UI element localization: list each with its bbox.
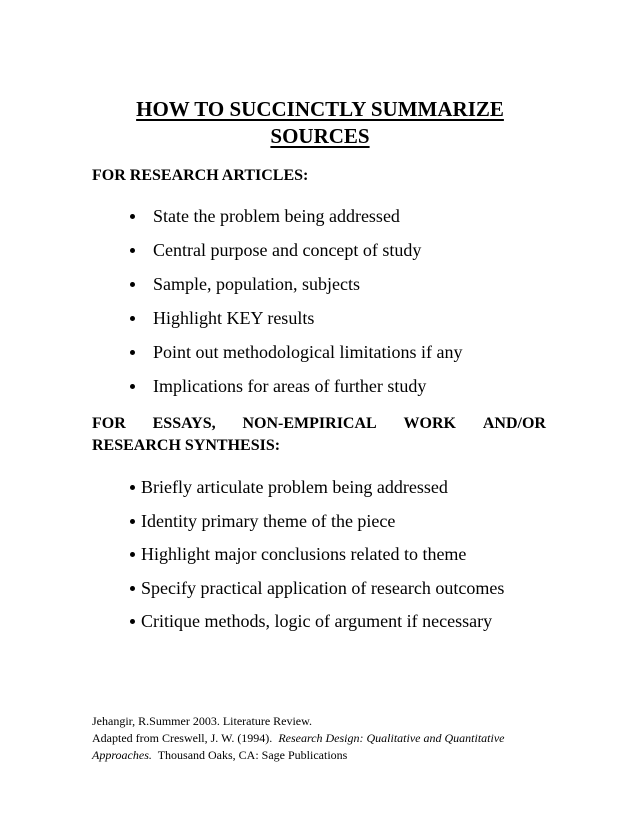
list-item: Critique methods, logic of argument if necessary	[128, 609, 504, 643]
essays-heading	[92, 413, 546, 457]
book-title-part-2: Approaches.	[92, 748, 152, 762]
page-title	[90, 96, 550, 150]
bullet-icon	[130, 552, 135, 557]
title-line-1: HOW TO SUCCINCTLY SUMMARIZE	[136, 97, 504, 121]
citation-line-1: Jehangir, R.Summer 2003. Literature Review.	[92, 714, 313, 728]
list-item: Briefly articulate problem being addressed	[128, 475, 504, 509]
citation-line-2: Adapted from Creswell, J. W. (1994). Research Design: Qualitative and Quantitative	[92, 731, 505, 745]
list-item: State the problem being addressed	[130, 204, 462, 238]
bullet-icon	[130, 519, 135, 524]
list-item: Implications for areas of further study	[130, 374, 462, 408]
essays-heading-line-2: RESEARCH SYNTHESIS:	[92, 437, 281, 454]
bullet-icon	[130, 214, 135, 219]
citation-line-3: Approaches. Thousand Oaks, CA: Sage Publications	[92, 748, 348, 762]
list-item: Identity primary theme of the piece	[128, 509, 504, 543]
bullet-icon	[130, 282, 135, 287]
bullet-icon	[130, 485, 135, 490]
research-articles-heading: FOR RESEARCH ARTICLES:	[92, 167, 309, 184]
title-line-2: SOURCES	[270, 124, 370, 148]
research-articles-list	[130, 204, 462, 408]
list-item: Specify practical application of research outcomes	[128, 576, 504, 610]
bullet-icon	[130, 619, 135, 624]
list-item: Sample, population, subjects	[130, 272, 462, 306]
bullet-icon	[130, 350, 135, 355]
list-item: Central purpose and concept of study	[130, 238, 462, 272]
citation-footer	[92, 713, 562, 764]
bullet-icon	[130, 586, 135, 591]
list-item: Highlight KEY results	[130, 306, 462, 340]
bullet-icon	[130, 248, 135, 253]
essays-heading-line-1: FOR ESSAYS, NON-EMPIRICAL WORK AND/OR	[92, 415, 546, 432]
list-item: Highlight major conclusions related to theme	[128, 542, 504, 576]
bullet-icon	[130, 384, 135, 389]
essays-list	[128, 475, 504, 643]
bullet-icon	[130, 316, 135, 321]
book-title-part-1: Research Design: Qualitative and Quantitative	[278, 731, 505, 745]
list-item: Point out methodological limitations if any	[130, 340, 462, 374]
